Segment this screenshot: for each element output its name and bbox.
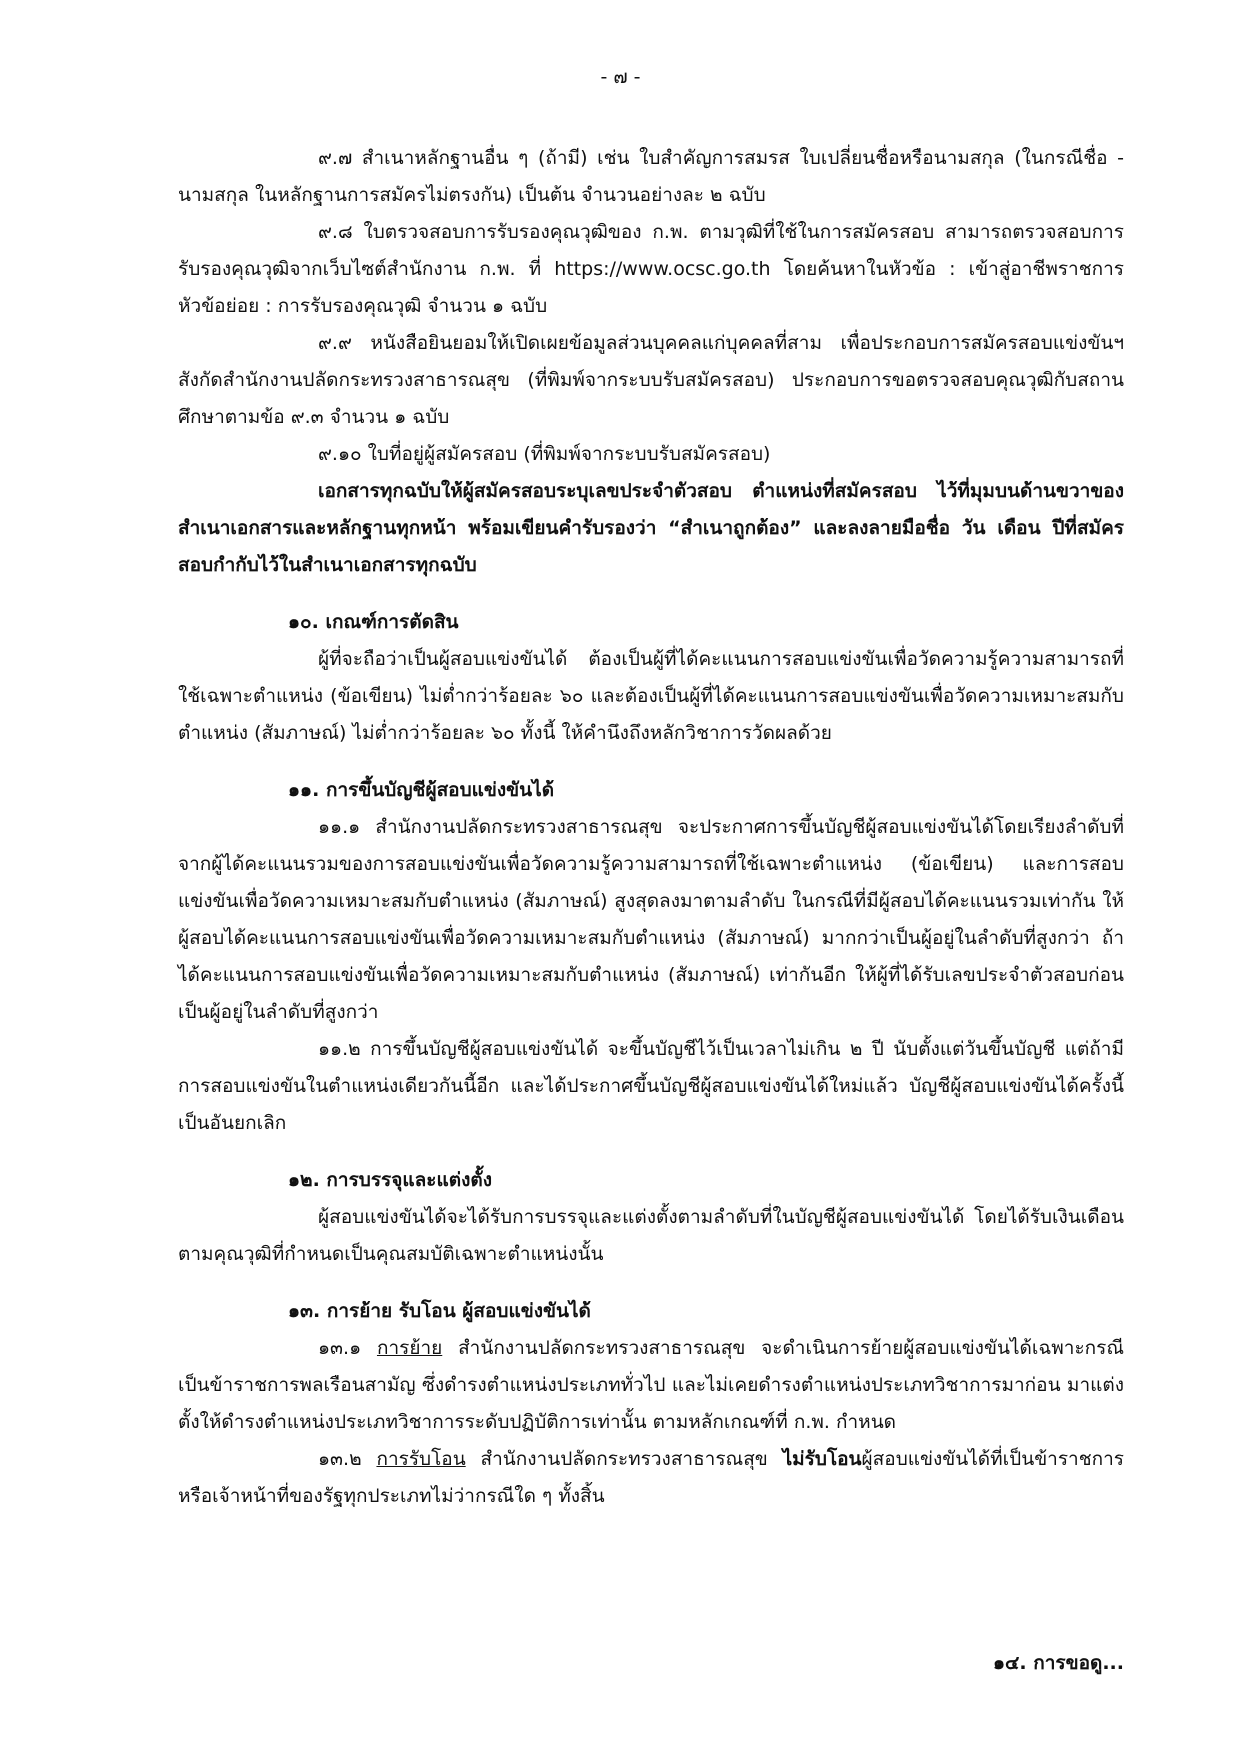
section-12-heading: ๑๒. การบรรจุและแต่งตั้ง	[288, 1169, 492, 1191]
document-notice: เอกสารทุกฉบับให้ผู้สมัครสอบระบุเลขประจำตัวสอบ ตำแหน่งที่สมัครสอบ ไว้ที่มุมบนด้านขวาของสำเนาเอกสารและหลักฐานทุกหน้า พร้อมเขียนคำรับรองว่า “สำเนาถูกต้อง” และลงลายมือชื่อ วัน เดือน ปีที่สมัครสอบกำกับไว้ในสำเนาเอกสารทุกฉบับ	[178, 480, 1124, 576]
section-13-2-emphasis: ไม่รับโอน	[782, 1448, 862, 1470]
section-13-1-number: ๑๓.๑	[318, 1337, 362, 1359]
section-13-2-number: ๑๓.๒	[318, 1448, 362, 1470]
section-12-body: ผู้สอบแข่งขันได้จะได้รับการบรรจุและแต่งตั้งตามลำดับที่ในบัญชีผู้สอบแข่งขันได้ โดยได้รับเงินเดือนตามคุณวุฒิที่กำหนดเป็นคุณสมบัติเฉพาะตำแหน่งนั้น	[178, 1206, 1124, 1265]
item-9-7: ๙.๗ สำเนาหลักฐานอื่น ๆ (ถ้ามี) เช่น ใบสำคัญการสมรส ใบเปลี่ยนชื่อหรือนามสกุล (ในกรณีชื่อ - นามสกุล ในหลักฐานการสมัครไม่ตรงกัน) เป็นต้น จำนวนอย่างละ ๒ ฉบับ	[178, 147, 1124, 206]
section-13-1-label: การย้าย	[376, 1337, 443, 1359]
section-10-body: ผู้ที่จะถือว่าเป็นผู้สอบแข่งขันได้ ต้องเป็นผู้ที่ได้คะแนนการสอบแข่งขันเพื่อวัดความรู้ความสามารถที่ใช้เฉพาะตำแหน่ง (ข้อเขียน) ไม่ต่ำกว่าร้อยละ ๖๐ และต้องเป็นผู้ที่ได้คะแนนการสอบแข่งขันเพื่อวัดความเหมาะสมกับตำแหน่ง (สัมภาษณ์) ไม่ต่ำกว่าร้อยละ ๖๐ ทั้งนี้ ให้คำนึงถึงหลักวิชาการวัดผลด้วย	[178, 648, 1124, 744]
continuation-text: ๑๔. การขอดู...	[992, 1652, 1124, 1674]
item-9-10: ๙.๑๐ ใบที่อยู่ผู้สมัครสอบ (ที่พิมพ์จากระบบรับสมัครสอบ)	[318, 443, 771, 465]
item-9-8: ๙.๘ ใบตรวจสอบการรับรองคุณวุฒิของ ก.พ. ตามวุฒิที่ใช้ในการสมัครสอบ สามารถตรวจสอบการรับรองคุณวุฒิจากเว็บไซต์สำนักงาน ก.พ. ที่ https://www.ocsc.go.th โดยค้นหาในหัวข้อ : เข้าสู่อาชีพราชการ หัวข้อย่อย : การรับรองคุณวุฒิ จำนวน ๑ ฉบับ	[178, 221, 1124, 317]
section-13-1-text: สำนักงานปลัดกระทรวงสาธารณสุข จะดำเนินการย้ายผู้สอบแข่งขันได้เฉพาะกรณีเป็นข้าราชการพลเรือนสามัญ ซึ่งดำรงตำแหน่งประเภททั่วไป และไม่เคยดำรงตำแหน่งประเภทวิชาการมาก่อน มาแต่งตั้งให้ดำรงตำแหน่งประเภทวิชาการระดับปฏิบัติการเท่านั้น ตามหลักเกณฑ์ที่ ก.พ. กำหนด	[178, 1337, 1125, 1433]
section-10-heading: ๑๐. เกณฑ์การตัดสิน	[288, 611, 459, 633]
section-13-2	[178, 1441, 1124, 1515]
item-9-9: ๙.๙ หนังสือยินยอมให้เปิดเผยข้อมูลส่วนบุคคลแก่บุคคลที่สาม เพื่อประกอบการสมัครสอบแข่งขันฯ สังกัดสำนักงานปลัดกระทรวงสาธารณสุข (ที่พิมพ์จากระบบรับสมัครสอบ) ประกอบการขอตรวจสอบคุณวุฒิกับสถานศึกษาตามข้อ ๙.๓ จำนวน ๑ ฉบับ	[178, 332, 1124, 428]
section-13-2-text-a: สำนักงานปลัดกระทรวงสาธารณสุข	[480, 1448, 768, 1470]
page-number: - ๗ -	[600, 66, 641, 88]
section-11-1: ๑๑.๑ สำนักงานปลัดกระทรวงสาธารณสุข จะประกาศการขึ้นบัญชีผู้สอบแข่งขันได้โดยเรียงลำดับที่จากผู้ได้คะแนนรวมของการสอบแข่งขันเพื่อวัดความรู้ความสามารถที่ใช้เฉพาะตำแหน่ง (ข้อเขียน) และการสอบแข่งขันเพื่อวัดความเหมาะสมกับตำแหน่ง (สัมภาษณ์) สูงสุดลงมาตามลำดับ ในกรณีที่มีผู้สอบได้คะแนนรวมเท่ากัน ให้ผู้สอบได้คะแนนการสอบแข่งขันเพื่อวัดความเหมาะสมกับตำแหน่ง (สัมภาษณ์) มากกว่าเป็นผู้อยู่ในลำดับที่สูงกว่า ถ้าได้คะแนนการสอบแข่งขันเพื่อวัดความเหมาะสมกับตำแหน่ง (สัมภาษณ์) เท่ากันอีก ให้ผู้ที่ได้รับเลขประจำตัวสอบก่อนเป็นผู้อยู่ในลำดับที่สูงกว่า	[178, 816, 1124, 1023]
section-13-heading: ๑๓. การย้าย รับโอน ผู้สอบแข่งขันได้	[288, 1300, 591, 1322]
section-13-2-text-b: ผู้สอบแข่งขันได้ที่เป็นข้าราชการหรือเจ้าหน้าที่ของรัฐทุกประเภทไม่ว่ากรณีใด ๆ ทั้งสิ้น	[178, 1448, 1125, 1507]
section-11-2: ๑๑.๒ การขึ้นบัญชีผู้สอบแข่งขันได้ จะขึ้นบัญชีไว้เป็นเวลาไม่เกิน ๒ ปี นับตั้งแต่วันขึ้นบัญชี แต่ถ้ามีการสอบแข่งขันในตำแหน่งเดียวกันนี้อีก และได้ประกาศขึ้นบัญชีผู้สอบแข่งขันได้ใหม่แล้ว บัญชีผู้สอบแข่งขันได้ครั้งนี้เป็นอันยกเลิก	[178, 1038, 1124, 1134]
document-body	[178, 140, 1124, 1515]
section-13-1	[178, 1330, 1124, 1441]
section-11-heading: ๑๑. การขึ้นบัญชีผู้สอบแข่งขันได้	[288, 779, 555, 801]
section-13-2-label: การรับโอน	[376, 1448, 466, 1470]
